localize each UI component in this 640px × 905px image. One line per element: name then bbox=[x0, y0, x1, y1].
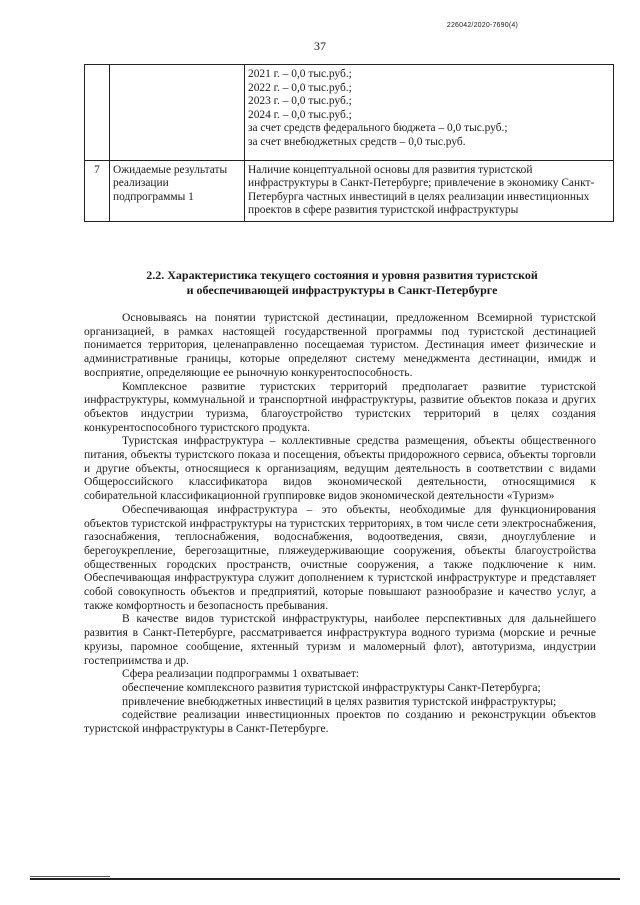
footer-rule bbox=[30, 878, 620, 880]
funding-line: 2024 г. – 0,0 тыс.руб.; bbox=[248, 108, 352, 121]
paragraph: Обеспечивающая инфраструктура – это объекты, необходимые для функционирования объектов туристской инфраструктуры на туристских территориях, в том числе сети электроснабжения, газоснабжения, теплоснабжения, водоснабжения, водоотведения, связи, дноуглубление и берегоукрепление, берегозащитные, пляжеудерживающие сооружения, объекты благоустройства общественных городских пространств, очистные сооружения, а также подключение к ним. Обеспечивающая инфраструктура служит дополнением к туристской инфраструктуре и представляет собой совокупность объектов и предприятий, которые повышают разнообразие и качество услуг, а также комфортность и безопасность пребывания. bbox=[84, 502, 596, 612]
paragraph: Туристская инфраструктура – коллективные средства размещения, объекты общественного питания, объекты туристского показа и посещения, объекты придорожного сервиса, объекты торговли и другие объекты, относящиеся к организациям, ведущим деятельность в соответствии с видами Общероссийского классификатора видов экономической деятельности, относящимися к собирательной классификационной группировке видов экономической деятельности «Туризм» bbox=[84, 434, 596, 503]
scan-edge-line bbox=[30, 876, 110, 877]
table-row bbox=[85, 160, 614, 221]
document-number: 226042/2020-7690(4) bbox=[446, 22, 518, 29]
page-number: 37 bbox=[314, 39, 326, 53]
paragraph: привлечение внебюджетных инвестиций в целях развития туристской инфраструктуры; bbox=[122, 694, 557, 708]
funding-line: 2021 г. – 0,0 тыс.руб.; bbox=[248, 68, 352, 80]
row-number-cell bbox=[85, 65, 110, 161]
paragraph: обеспечение комплексного развития туристской инфраструктуры Санкт-Петербурга; bbox=[122, 680, 541, 694]
paragraph: Комплексное развитие туристских территорий предполагает развитие туристской инфраструктуры, коммунальной и транспортной инфраструктуры, развитие объектов показа и других объектов индустрии туризма, благоустройство туристских территорий в целях создания конкурентоспособного туристского продукта. bbox=[84, 379, 596, 434]
funding-line: за счет средств федерального бюджета – 0,0 тыс.руб.; bbox=[248, 122, 508, 135]
row-content-cell: Наличие концептуальной основы для развития туристской инфраструктуры в Санкт-Петербурге; привлечение в экономику Санкт-Петербурга частных инвестиций в целях реализации инвестиционных проектов в сфере развития туристской инфраструктуры bbox=[245, 160, 614, 221]
paragraph: Сфера реализации подпрограммы 1 охватывает: bbox=[122, 667, 360, 681]
paragraph: содействие реализации инвестиционных проектов по созданию и реконструкции объектов туристской инфраструктуры в Санкт-Петербурге. bbox=[84, 708, 596, 736]
funding-line: 2023 г. – 0,0 тыс.руб.; bbox=[248, 95, 352, 108]
paragraph: Основываясь на понятии туристской дестинации, предложенном Всемирной туристской организацией, в рамках настоящей государственной программы под туристской дестинацией понимается территория, целенаправленно посещаемая туристом. Дестинация имеет физические и административные границы, которые определяют систему менеджмента дестинации, имидж и восприятие, определяющие ее рыночную конкурентоспособность. bbox=[84, 311, 596, 379]
funding-line: за счет внебюджетных средств – 0,0 тыс.руб. bbox=[248, 135, 466, 148]
paragraph: В качестве видов туристской инфраструктуры, наиболее перспективных для дальнейшего развития в Санкт-Петербурге, рассматривается инфраструктура водного туризма (морские и речные круизы, паромное сообщение, яхтенный туризм и маломерный флот), автотуризма, индустрии гостеприимства и др. bbox=[84, 612, 596, 667]
section-body bbox=[84, 311, 596, 736]
passport-table bbox=[84, 64, 614, 222]
section-title-line: и обеспечивающей инфраструктуры в Санкт-Петербурге bbox=[186, 283, 498, 297]
table-row bbox=[85, 65, 614, 161]
section-title bbox=[102, 268, 582, 298]
section-title-line: 2.2. Характеристика текущего состояния и уровня развития туристской bbox=[146, 268, 538, 282]
row-label-cell bbox=[110, 65, 245, 161]
row-number-cell: 7 bbox=[85, 160, 110, 221]
row-content-cell bbox=[245, 65, 614, 161]
funding-line: 2022 г. – 0,0 тыс.руб.; bbox=[248, 81, 352, 94]
row-label-cell: Ожидаемые результаты реализации подпрограммы 1 bbox=[110, 160, 245, 221]
